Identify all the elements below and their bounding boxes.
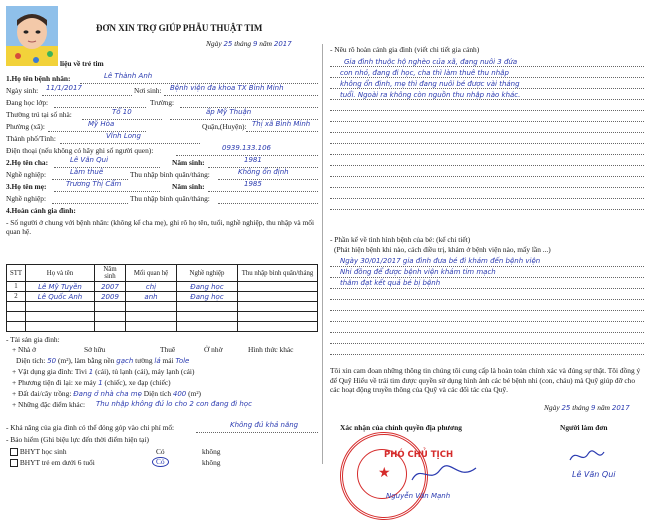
table-cell: 2 [7,292,26,302]
table-cell [26,312,95,322]
hamlet-value: ấp Mỹ Thuận [206,108,252,116]
section-heading: liệu về trẻ tim [60,59,104,68]
table-header: Nghề nghiệp [177,265,238,282]
table-row [7,322,318,332]
mother-label: 3.Họ tên mẹ: [6,182,47,191]
table-header: Năm sinh [95,265,126,282]
house-row: + Nhà ở [12,345,37,354]
table-header: Họ và tên [26,265,95,282]
column-divider [322,44,323,464]
patient-name-value: Lê Thành Anh [104,72,153,80]
table-cell: 2007 [95,282,126,292]
insurance-yes-option: Có [156,447,165,456]
mother-job-label: Nghề nghiệp: [6,194,47,203]
table-cell [95,302,126,312]
residence-label: Thường trú tại số nhà: [6,110,72,119]
insurance-yes-circled: Có [152,457,169,467]
other-features-label: + Những đặc điểm khác: [12,400,86,409]
official-seal: ★ [340,432,428,520]
family-count-text: - Số người ở chung với bệnh nhân: (không kể cha mẹ), ghi rõ họ tên, tuổi, nghề nghiệp, thu nhập và mối quan hệ. [6,218,315,236]
school-class-label: Đang học lớp: [6,98,49,107]
stamp-title: PHÓ CHỦ TỊCH [384,450,454,460]
applicant-signature [566,446,606,466]
table-cell [238,312,318,322]
applicant-name: Lê Văn Qui [572,470,616,479]
bhyt-student-checkbox[interactable] [10,448,18,456]
table-cell [238,282,318,292]
mother-birth-value: 1985 [244,180,262,188]
land-row: + Đất đai/cây trồng: Đang ở nhà cha mẹ Diện tích 400 (m²) [12,389,202,398]
house-borrow-option: Ở nhờ [204,345,223,354]
bhyt-child-row: BHYT trẻ em dưới 6 tuổi [10,459,95,467]
phone-label: Điện thoại (nếu không có hãy ghi số người quen): [6,146,154,155]
history-line: thăm đạt kết quả bé bị bệnh [340,279,441,287]
father-birth-label: Năm sinh: [172,158,205,167]
table-cell [7,302,26,312]
city-label: Thành phố/Tỉnh: [6,134,56,143]
table-cell [177,312,238,322]
sign-date: Ngày 25 tháng 9 năm 2017 [544,403,630,412]
ward-label: Phường (xã): [6,122,45,131]
father-job-label: Nghề nghiệp: [6,170,47,179]
bhyt-child-checkbox[interactable] [10,459,18,467]
history-sub: (Phát hiện bệnh khi nào, cách điều trị, khám ở bệnh viện nào, mấy lần ...) [334,245,551,254]
table-cell [126,312,177,322]
table-cell [95,312,126,322]
district-label: Quận,(Huyện): [202,122,247,131]
commitment-text: Tôi xin cam đoan những thông tin chúng tôi cung cấp là hoàn toàn chính xác và đúng sự thật. Tôi đồng ý để Quỹ Hiểu về trái tim được quyền sử dụng hình ảnh các bé bệnh nhi (con, cháu) mà Quỹ giúp đỡ cho các hoạt động truyền thông của Quỹ và các đối tác của Quỹ. [330,366,641,394]
city-value: Vĩnh Long [106,132,141,140]
reason-line: con nhỏ, đang đi học, cha thì làm thuê thu nhập [340,69,509,77]
local-signer-name: Nguyễn Văn Mạnh [386,492,451,500]
history-line: Nhi đồng để được bệnh viện khám tim mạch [340,268,496,276]
father-birth-value: 1981 [244,156,262,164]
table-row [7,292,318,302]
family-table [6,264,318,332]
bhyt-student-row: BHYT học sinh [10,448,67,456]
father-label: 2.Họ tên cha: [6,158,49,167]
patient-name-label: 1.Họ tên bệnh nhân: [6,74,71,83]
district-value: Thị xã Bình Minh [252,120,311,128]
father-name-value: Lê Văn Qui [70,156,109,164]
birthplace-value: Bệnh viện đa khoa TX Bình Minh [170,84,284,92]
mother-birth-label: Năm sinh: [172,182,205,191]
mother-income-label: Thu nhập bình quân/tháng: [130,194,210,203]
table-cell: 2009 [95,292,126,302]
table-row [7,282,318,292]
table-header: STT [7,265,26,282]
table-cell: Lê Mỹ Tuyền [26,282,95,292]
table-cell [238,292,318,302]
residence-value: Tổ 10 [112,108,132,116]
table-cell [177,302,238,312]
dob-value: 11/1/2017 [46,84,82,92]
child-photo [6,6,58,66]
other-features-value: Thu nhập không đủ lo cho 2 con đang đi học [96,400,252,408]
insurance-no-option-2: không [202,458,221,467]
father-income-label: Thu nhập bình quân/tháng: [130,170,210,179]
table-cell [126,322,177,332]
family-heading: 4.Hoàn cảnh gia đình: [6,206,76,215]
table-cell: Đang học [177,292,238,302]
insurance-label: - Bảo hiểm (Ghi biệu lực đến thời điểm hiện tại) [6,435,149,444]
house-own-option: Sở hữu [84,345,106,354]
reason-line: Gia đình thuộc hộ nghèo của xã, đang nuôi 3 đứa [344,58,518,66]
table-cell [26,302,95,312]
table-cell [238,322,318,332]
table-cell [177,322,238,332]
ward-value: Mỹ Hòa [88,120,115,128]
table-cell [26,322,95,332]
table-cell: 1 [7,282,26,292]
dob-label: Ngày sinh: [6,86,39,95]
local-confirm-label: Xác nhận của chính quyền địa phương [340,423,462,432]
table-cell: Lê Quốc Anh [26,292,95,302]
table-cell: Đang học [177,282,238,292]
payment-value: Không đủ khả năng [230,421,299,429]
school-label: Trường: [150,98,175,107]
history-line: Ngày 30/01/2017 gia đình đưa bé đi khám đến bệnh viện [340,257,541,265]
history-label: - Phần kể về tình hình bệnh của bé: (kể chi tiết) [330,235,471,244]
applicant-label: Người làm đơn [560,423,608,432]
table-header: Mối quan hệ [126,265,177,282]
assets-heading: - Tài sản gia đình: [6,335,60,344]
table-cell: chị [126,282,177,292]
reason-label: - Nêu rõ hoàn cảnh gia đình (viết chi tiết gia cảnh) [330,45,480,54]
area-row: Diện tích: 50 (m²), làm bằng nền gạch tường lá mái Tole [16,356,190,365]
reason-line: tuổi. Ngoài ra không còn nguồn thu nhập nào khác. [340,91,521,99]
table-cell [7,322,26,332]
form-date: Ngày 25 tháng 9 năm 2017 [206,39,292,48]
father-income-value: Không ổn định [238,168,289,176]
table-row [7,312,318,322]
insurance-no-option: không [202,447,221,456]
table-cell [7,312,26,322]
house-rent-option: Thuê [160,345,176,354]
local-signature [410,462,480,486]
table-cell [126,302,177,312]
household-items-row: + Vật dụng gia đình: Tivi 1 (cái), tủ lạnh (cái), máy lạnh (cái) [12,367,195,376]
table-cell [95,322,126,332]
reason-line: không ổn định, mẹ thì đang nuôi bé được vài tháng [340,80,520,88]
form-title: ĐƠN XIN TRỢ GIÚP PHẪU THUẬT TIM [96,23,263,33]
mother-name-value: Trương Thị Cẩm [66,180,122,188]
transport-row: + Phương tiện đi lại: xe máy 1 (chiếc), xe đạp (chiếc) [12,378,171,387]
father-job-value: Làm thuê [70,168,104,176]
payment-label: - Khả năng của gia đình có thể đóng góp vào chi phí mổ: [6,423,175,432]
table-header: Thu nhập bình quân/tháng [238,265,318,282]
table-row [7,302,318,312]
table-cell: anh [126,292,177,302]
house-other-option: Hình thức khác [248,345,294,354]
table-cell [238,302,318,312]
birthplace-label: Nơi sinh: [134,86,162,95]
phone-value: 0939.133.106 [222,144,271,152]
